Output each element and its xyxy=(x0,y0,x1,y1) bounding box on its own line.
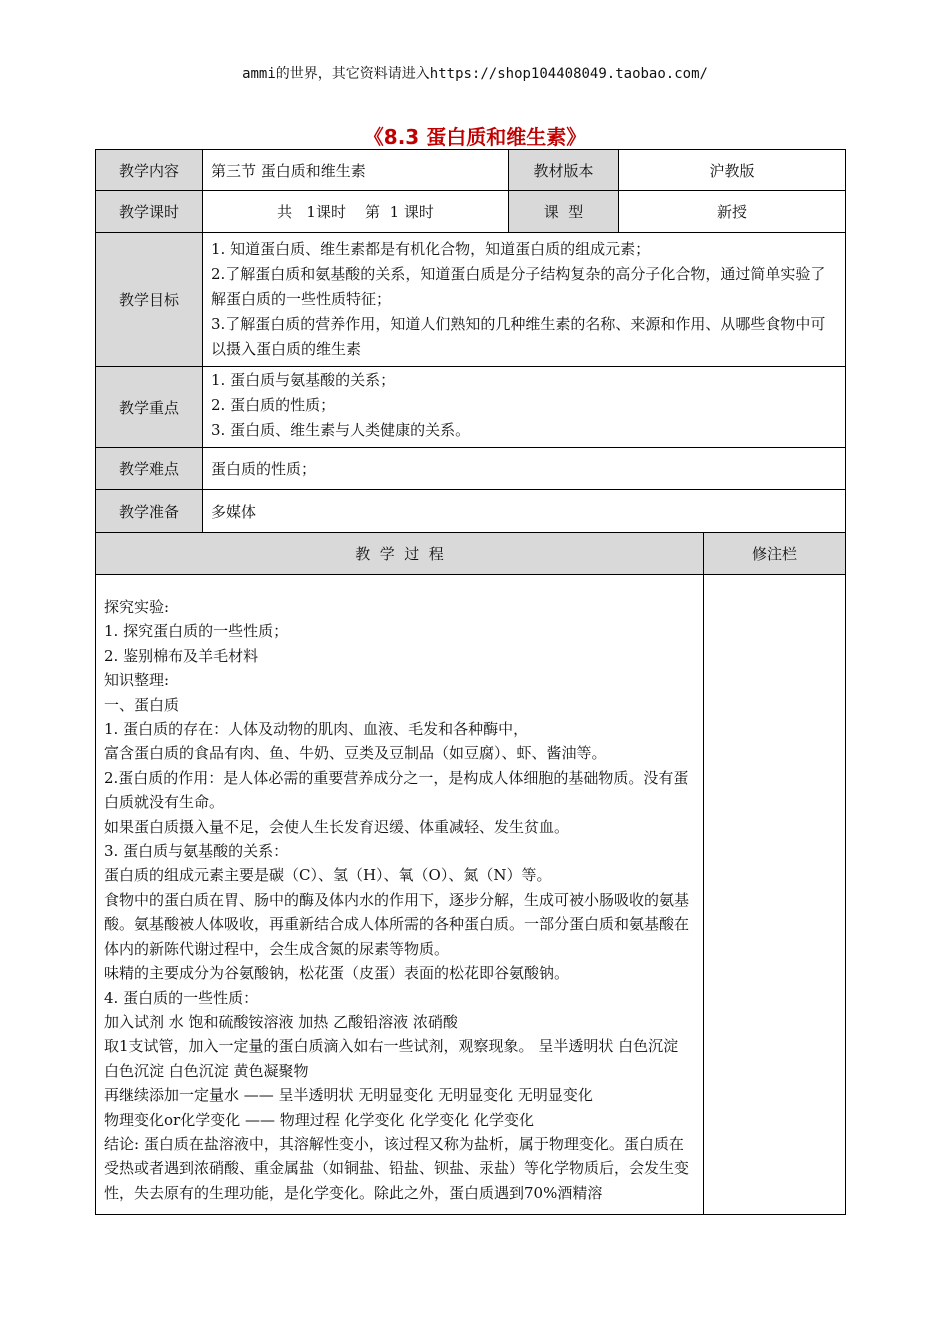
hours-label: 教学课时 xyxy=(96,191,203,233)
type-value: 新授 xyxy=(619,191,846,233)
key-points-list xyxy=(203,367,846,448)
process-line: 1. 蛋白质的存在：人体及动物的肌肉、血液、毛发和各种酶中， xyxy=(104,720,529,739)
row-prep xyxy=(96,490,846,533)
row-process-body xyxy=(96,575,846,1215)
notes-header: 修注栏 xyxy=(704,533,846,575)
process-line: 3. 蛋白质与氨基酸的关系： xyxy=(104,842,289,861)
process-line: 如果蛋白质摄入量不足，会使人生长发育迟缓、体重减轻、发生贫血。 xyxy=(104,817,570,836)
type-label: 课 型 xyxy=(509,191,619,233)
lesson-plan-table xyxy=(95,149,846,1215)
process-line: 味精的主要成分为谷氨酸钠，松花蛋（皮蛋）表面的松花即谷氨酸钠。 xyxy=(104,964,570,983)
edition-label: 教材版本 xyxy=(509,150,619,191)
content-value: 第三节 蛋白质和维生素 xyxy=(203,150,509,191)
process-line: 取1支试管，加入一定量的蛋白质滴入如右一些试剂，观察现象。 呈半透明状 白色沉淀 白色沉淀 白色沉淀 黄色凝聚物 xyxy=(104,1037,679,1080)
difficulty-label: 教学难点 xyxy=(96,448,203,490)
content-label: 教学内容 xyxy=(96,150,203,191)
prep-value: 多媒体 xyxy=(203,490,846,533)
notes-column[interactable] xyxy=(704,575,846,1215)
difficulty-value: 蛋白质的性质； xyxy=(203,448,846,490)
process-line: 知识整理: xyxy=(104,671,170,690)
row-content xyxy=(96,150,846,191)
key-point-item: 1. 蛋白质与氨基酸的关系； xyxy=(211,371,396,389)
key-point-item: 3. 蛋白质、维生素与人类健康的关系。 xyxy=(211,421,471,439)
goals-label: 教学目标 xyxy=(96,233,203,367)
process-line: 1. 探究蛋白质的一些性质； xyxy=(104,622,289,641)
goals-list xyxy=(203,233,846,367)
page-header-note: ammi的世界，其它资料请进入https://shop104408049.taobao.com/ xyxy=(242,66,708,82)
process-line: 蛋白质的组成元素主要是碳（C）、氢（H）、氧（O）、氮（N）等。 xyxy=(104,866,552,885)
row-difficulty xyxy=(96,448,846,490)
key-points-label: 教学重点 xyxy=(96,367,203,448)
process-line: 探究实验: xyxy=(104,598,170,616)
process-line: 物理变化or化学变化 —— 物理过程 化学变化 化学变化 化学变化 xyxy=(104,1110,535,1129)
edition-value: 沪教版 xyxy=(619,150,846,191)
row-hours xyxy=(96,191,846,233)
row-key-points xyxy=(96,367,846,448)
process-line: 结论: 蛋白质在盐溶液中，其溶解性变小，该过程又称为盐析，属于物理变化。蛋白质在受热或者遇到浓硝酸、重金属盐（如铜盐、铅盐、钡盐、汞盐）等化学物质后，会发生变性，失去原有的生理功能，是化学变化。除此之外，蛋白质遇到70%酒精溶 xyxy=(104,1134,690,1202)
process-line: 2.蛋白质的作用：是人体必需的重要营养成分之一，是构成人体细胞的基础物质。没有蛋白质就没有生命。 xyxy=(104,768,689,812)
process-line: 4. 蛋白质的一些性质： xyxy=(104,988,259,1007)
goal-item: 2.了解蛋白质和氨基酸的关系，知道蛋白质是分子结构复杂的高分子化合物，通过简单实验了解蛋白质的一些性质特征； xyxy=(211,265,826,308)
process-line: 2. 鉴别棉布及羊毛材料 xyxy=(104,646,259,665)
process-line: 富含蛋白质的食品有肉、鱼、牛奶、豆类及豆制品（如豆腐）、虾、酱油等。 xyxy=(104,744,607,763)
goal-item: 1. 知道蛋白质、维生素都是有机化合物，知道蛋白质的组成元素； xyxy=(211,240,651,258)
goal-item: 3.了解蛋白质的营养作用，知道人们熟知的几种维生素的名称、来源和作用、从哪些食物中可以摄入蛋白质的维生素 xyxy=(211,315,826,358)
document-title: 《8.3 蛋白质和维生素》 xyxy=(363,125,587,149)
process-line: 再继续添加一定量水 —— 呈半透明状 无明显变化 无明显变化 无明显变化 xyxy=(104,1086,593,1105)
process-line: 加入试剂 水 饱和硫酸铵溶液 加热 乙酸铅溶液 浓硝酸 xyxy=(104,1012,458,1031)
prep-label: 教学准备 xyxy=(96,490,203,533)
process-line: 食物中的蛋白质在胃、肠中的酶及体内水的作用下，逐步分解，生成可被小肠吸收的氨基酸。氨基酸被人体吸收，再重新结合成人体所需的各种蛋白质。一部分蛋白质和氨基酸在体内的新陈代谢过程中，会生成含氮的尿素等物质。 xyxy=(104,890,690,958)
process-content xyxy=(96,575,704,1215)
row-process-header xyxy=(96,533,846,575)
key-point-item: 2. 蛋白质的性质； xyxy=(211,396,336,414)
process-line: 一、蛋白质 xyxy=(104,695,180,714)
hours-value: 共 1课时 第 1 课时 xyxy=(203,191,509,233)
row-goals xyxy=(96,233,846,367)
process-header: 教 学 过 程 xyxy=(96,533,704,575)
